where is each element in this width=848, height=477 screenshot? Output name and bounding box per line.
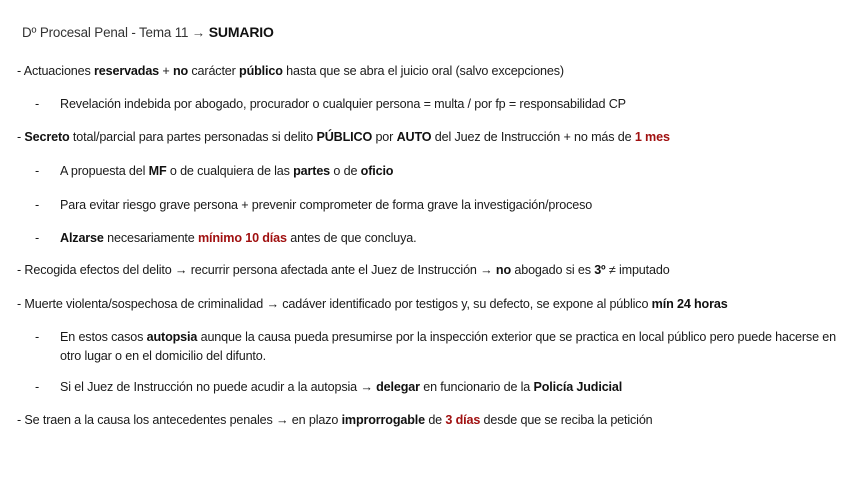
- sub-dash: -: [35, 97, 40, 111]
- bullet-actuaciones: - Actuaciones reservadas + no carácter público hasta que se abra el juicio oral (salvo excepciones): [17, 64, 564, 78]
- sub-dash: -: [35, 330, 40, 344]
- sub-dash: -: [35, 164, 40, 178]
- sub-dash: -: [35, 198, 40, 212]
- sub-propuesta: A propuesta del MF o de cualquiera de las partes o de oficio: [60, 164, 394, 178]
- page-title: [22, 24, 274, 40]
- bullet-recogida: - Recogida efectos del delito → recurrir persona afectada ante el Juez de Instrucción → no abogado si es 3º ≠ imputado: [17, 263, 670, 277]
- sub-riesgo: Para evitar riesgo grave persona + prevenir comprometer de forma grave la investigación/proceso: [60, 198, 593, 212]
- bullet-muerte: - Muerte violenta/sospechosa de criminalidad → cadáver identificado por testigos y, su defecto, se expone al público mín 24 horas: [17, 297, 728, 311]
- sub-dash: -: [35, 231, 40, 245]
- sub-autopsia: En estos casos autopsia aunque la causa pueda presumirse por la inspección exterior que se practica en local público pero puede hacerse en otro lugar o en el domicilio del difunto.: [60, 330, 836, 363]
- sub-delegar: Si el Juez de Instrucción no puede acudir a la autopsia → delegar en funcionario de la Policía Judicial: [60, 380, 623, 394]
- title-main: SUMARIO: [208, 24, 274, 40]
- sub-dash: -: [35, 380, 40, 394]
- bullet-antecedentes: - Se traen a la causa los antecedentes penales → en plazo improrrogable de 3 días desde que se reciba la petición: [17, 413, 653, 427]
- title-prefix: Dº Procesal Penal - Tema 11 →: [22, 25, 209, 40]
- bullet-secreto: - Secreto total/parcial para partes personadas si delito PÚBLICO por AUTO del Juez de Instrucción + no más de 1 mes: [17, 130, 670, 144]
- sub-revelacion: Revelación indebida por abogado, procurador o cualquier persona = multa / por fp = responsabilidad CP: [60, 97, 626, 111]
- sub-alzarse: Alzarse necesariamente mínimo 10 días antes de que concluya.: [60, 231, 417, 245]
